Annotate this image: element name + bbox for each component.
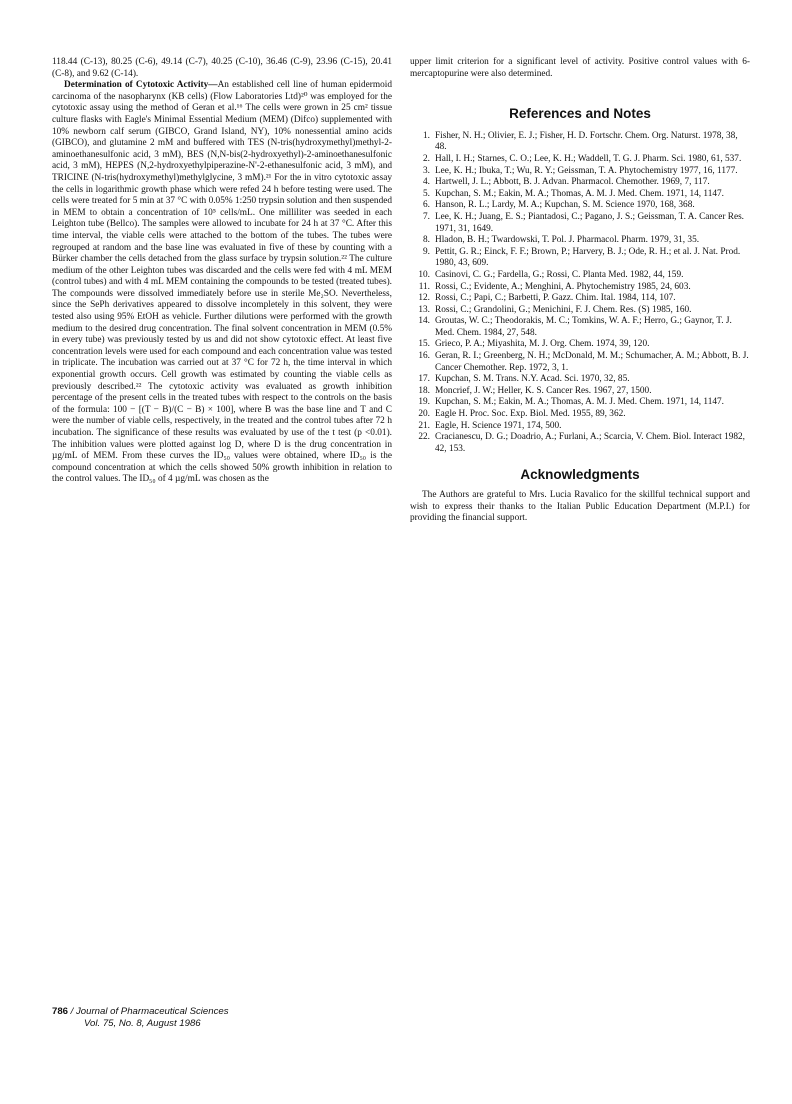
reference-item xyxy=(410,154,750,166)
reference-item xyxy=(410,409,750,421)
reference-number: 2. xyxy=(423,153,430,164)
reference-text: Eagle, H. Science 1971, 174, 500. xyxy=(435,420,562,431)
reference-text: Hladon, B. H.; Twardowski, T. Pol. J. Pharmacol. Pharm. 1979, 31, 35. xyxy=(435,235,700,246)
reference-item xyxy=(410,166,750,178)
reference-number: 6. xyxy=(423,200,430,211)
reference-number: 12. xyxy=(418,293,430,304)
reference-item xyxy=(410,305,750,317)
reference-item xyxy=(410,421,750,433)
page-number: 786 xyxy=(52,1006,69,1017)
left-column xyxy=(52,57,392,486)
reference-item xyxy=(410,293,750,305)
reference-number: 5. xyxy=(423,188,430,199)
reference-text: Pettit, G. R.; Einck, F. F.; Brown, P.; Harvery, B. J.; Ode, R. H.; et al. J. Nat. Prod. 1980, 43, 609. xyxy=(435,246,741,269)
reference-number: 4. xyxy=(423,177,430,188)
nmr-data-tail: 118.44 (C-13), 80.25 (C-6), 49.14 (C-7), 40.25 (C-10), 36.46 (C-9), 23.96 (C-15), 20.41 (C-8), and 9.62 (C-14). xyxy=(52,57,392,79)
reference-number: 16. xyxy=(418,351,430,362)
reference-item xyxy=(410,432,750,455)
reference-text: Grieco, P. A.; Miyashita, M. J. Org. Chem. 1974, 39, 120. xyxy=(435,339,650,350)
reference-number: 17. xyxy=(418,374,430,385)
reference-number: 18. xyxy=(418,385,430,396)
reference-text: Kupchan, S. M. Trans. N.Y. Acad. Sci. 1970, 32, 85. xyxy=(435,374,630,385)
reference-item xyxy=(410,189,750,201)
reference-number: 20. xyxy=(418,409,430,420)
reference-number: 8. xyxy=(423,235,430,246)
reference-item xyxy=(410,386,750,398)
cytotoxic-activity-paragraph xyxy=(52,80,392,486)
cytotoxic-activity-heading: Determination of Cytotoxic Activity— xyxy=(64,80,218,91)
reference-item xyxy=(410,397,750,409)
reference-text: Hall, I. H.; Starnes, C. O.; Lee, K. H.; Waddell, T. G. J. Pharm. Sci. 1980, 61, 537. xyxy=(435,153,742,164)
acknowledgments-heading: Acknowledgments xyxy=(520,467,640,483)
reference-item xyxy=(410,270,750,282)
reference-text: Groutas, W. C.; Theodorakis, M. C.; Tomkins, W. A. F.; Herro, G.; Gaynor, T. J. Med. Chem. 1984, 27, 548. xyxy=(435,316,732,338)
reference-item xyxy=(410,374,750,386)
reference-text: Geran, R. I.; Greenberg, N. H.; McDonald, M. M.; Schumacher, A. M.; Abbott, B. J. Cancer Chemother. Rep. 1972, 3, 1. xyxy=(435,351,749,373)
references-heading: References and Notes xyxy=(509,106,651,122)
reference-number: 3. xyxy=(423,165,430,176)
reference-item xyxy=(410,316,750,339)
reference-item xyxy=(410,235,750,247)
reference-number: 14. xyxy=(418,316,430,327)
reference-text: Fisher, N. H.; Olivier, E. J.; Fisher, H. D. Fortschr. Chem. Org. Naturst. 1978, 38, 48. xyxy=(435,130,738,153)
reference-number: 13. xyxy=(418,304,430,315)
reference-item xyxy=(410,351,750,374)
page-footer xyxy=(52,1006,229,1029)
reference-text: Kupchan, S. M.; Eakin, M. A.; Thomas, A. M. J. Med. Chem. 1971, 14, 1147. xyxy=(435,188,724,199)
reference-text: Kupchan, S. M.; Eakin, M. A.; Thomas, A. M. J. Med. Chem. 1971, 14, 1147. xyxy=(435,397,724,408)
reference-text: Rossi, C.; Grandolini, G.; Menichini, F. J. Chem. Res. (S) 1985, 160. xyxy=(435,304,692,315)
continued-paragraph: upper limit criterion for a significant level of activity. Positive control values with 6-mercaptopurine were also determined. xyxy=(410,57,750,79)
reference-number: 9. xyxy=(423,246,430,257)
reference-number: 10. xyxy=(418,269,430,280)
reference-text: Rossi, C.; Papi, C.; Barbetti, P. Gazz. Chim. Ital. 1984, 114, 107. xyxy=(435,293,676,304)
right-column xyxy=(410,57,750,525)
reference-item xyxy=(410,177,750,189)
reference-number: 21. xyxy=(418,420,430,431)
reference-text: Moncrief, J. W.; Heller, K. S. Cancer Res. 1967, 27, 1500. xyxy=(435,385,652,396)
reference-item xyxy=(410,282,750,294)
reference-item xyxy=(410,131,750,154)
reference-number: 19. xyxy=(418,397,430,408)
reference-text: Hartwell, J. L.; Abbott, B. J. Advan. Pharmacol. Chemother. 1969, 7, 117. xyxy=(435,177,710,188)
reference-item xyxy=(410,200,750,212)
reference-text: Eagle H. Proc. Soc. Exp. Biol. Med. 1955, 89, 362. xyxy=(435,409,626,420)
reference-number: 22. xyxy=(418,432,430,443)
reference-text: Hanson, R. L.; Lardy, M. A.; Kupchan, S. M. Science 1970, 168, 368. xyxy=(435,200,695,211)
reference-item xyxy=(410,339,750,351)
journal-issue: Vol. 75, No. 8, August 1986 xyxy=(84,1017,201,1029)
reference-number: 1. xyxy=(423,130,430,141)
journal-name: / Journal of Pharmaceutical Sciences xyxy=(68,1006,229,1017)
reference-number: 15. xyxy=(418,339,430,350)
reference-text: Lee, K. H.; Ibuka, T.; Wu, R. Y.; Geissman, T. A. Phytochemistry 1977, 16, 1177. xyxy=(435,165,738,176)
reference-text: Cracianescu, D. G.; Doadrio, A.; Furlani, A.; Scarcia, V. Chem. Biol. Interact 1982, 42, 153. xyxy=(435,432,746,454)
reference-text: Casinovi, C. G.; Fardella, G.; Rossi, C. Planta Med. 1982, 44, 159. xyxy=(435,269,684,280)
references-list xyxy=(410,131,750,456)
cytotoxic-activity-body: An established cell line of human epidermoid carcinoma of the nasopharynx (KB cells) (Flow Laboratories Ltd)²⁰ was employed for the cytotoxic assay using the method of Geran et al.¹⁶ The cells were grown in 25 cm² tissue culture flasks with Eagle's Minimal Essential Medium (MEM) (Difco) supplemented with 10% newborn calf serum (GIBCO, Grand Island, NY), 10% nonessential amino acids (GIBCO), and glutamine 2 mM and buffered with TES (N-tris(hydroxymethyl)methyl-2-aminoethanesulfonic acid, 3 mM), BES (N,N-bis(2-hydroxyethyl)-2-aminoethanesulfonic acid, 3 mM), HEPES (N,2-hydroxyethylpiperazine-N'-2-ethanesulfonic acid, 3 mM), and TRICINE (N-tris(hydroxymethyl)methylglycine, 3 mM).²¹ For the in vitro cytotoxic assay the cells in logarithmic growth phase which were refed 24 h before testing were used. The cells were treated for 5 min at 37 °C with 0.05% 1:250 trypsin solution and then suspended in MEM to obtain a concentration of 10⁵ cells/mL. One milliliter was seeded in each Leighton tube (Bellco). The samples were allowed to incubate for 24 h at 37 °C. After this time interval, the viable cells were attached to the bottom of the tubes. The tubes were regrouped at random and the base line was evaluated in five of these by counting with a Bürker chamber the cells detached from the glass surface by trypsin solution.²² The culture medium of the other Leighton tubes was discarded and the cells were fed with 4 mL MEM (control tubes) and with 4 mL MEM containing the compounds to be tested (treated tubes). The compounds were dissolved immediately before use in sterile Me₂SO. Nevertheless, since the SePh derivatives appeared to dissolve incompletely in this solvent, they were tested also using 95% EtOH as vehicle. Further dilutions were performed with the growth medium to the desired drug concentration. The final solvent concentration in MEM (0.5% in every tube) was previously tested by us and did not show cytotoxic effect. At least five concentration levels were used for each compound and each concentration value was tested in triplicate. The incubation was carried out at 37 °C for 72 h, the time interval in which exponential growth occurs. Cell growth was estimated by counting the viable cells as previously described.²² The cytotoxic activity was evaluated as growth inhibition percentage of the present cells in the treated tubes with respect to the controls on the basis of the formula: 100 − [(T − B)/(C − B) × 100], where B was the base line and T and C were the number of viable cells, respectively, in the treated and the control tubes after 72 h incubation. The significance of these results was evaluated by use of the t test (p <0.01). The inhibition values were plotted against log D, where D is the drug concentration in µg/mL of MEM. From these curves the ID₅₀ values were obtained, where ID₅₀ is the compound concentration at which the cells showed 50% growth inhibition in relation to the control values. The ID₅₀ of 4 µg/mL was chosen as the xyxy=(52,80,392,485)
reference-number: 7. xyxy=(423,211,430,222)
acknowledgments-text: The Authors are grateful to Mrs. Lucia Ravalico for the skillful technical support and wish to express their thanks to the Italian Public Education Department (M.P.I.) for providing the financial support. xyxy=(410,490,750,524)
reference-item xyxy=(410,247,750,270)
reference-number: 11. xyxy=(418,281,430,292)
reference-item xyxy=(410,212,750,235)
footer-line-1 xyxy=(52,1006,229,1018)
reference-text: Rossi, C.; Evidente, A.; Menghini, A. Phytochemistry 1985, 24, 603. xyxy=(435,281,691,292)
reference-text: Lee, K. H.; Juang, E. S.; Piantadosi, C.; Pagano, J. S.; Geissman, T. A. Cancer Res. 1971, 31, 1649. xyxy=(435,211,745,234)
